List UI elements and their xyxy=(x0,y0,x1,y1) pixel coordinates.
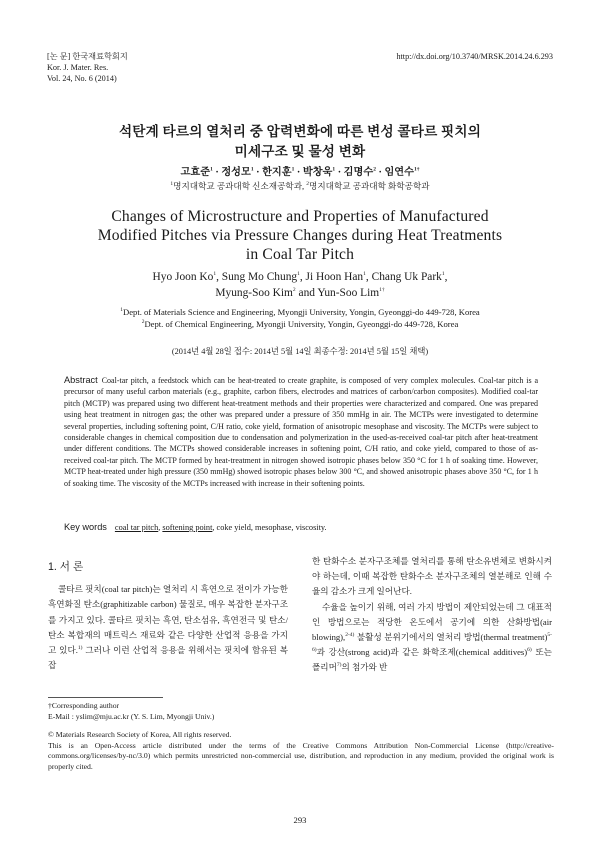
journal-header xyxy=(47,52,128,84)
affil-en-sup2: 2 xyxy=(141,319,145,326)
author-en-2: Sung Mo Chung xyxy=(221,271,298,283)
section-heading-introduction: 1. 서 론 xyxy=(48,561,84,573)
author-separator: · xyxy=(375,167,385,178)
abstract-label: Abstract xyxy=(64,375,98,385)
keywords: Key words coal tar pitch, softening point, coke yield, mesophase, viscosity. xyxy=(64,522,327,532)
abstract xyxy=(64,375,538,489)
affil-en-line2 xyxy=(40,318,560,330)
body-column-left xyxy=(48,560,288,673)
author-en-6-affil: 1† xyxy=(379,287,385,294)
footnote-divider xyxy=(48,697,163,698)
title-english-line2: Modified Pitches via Pressure Changes during Heat Treatments xyxy=(97,227,503,244)
citation-sup: 7) xyxy=(336,662,342,669)
author-separator: · xyxy=(253,167,263,178)
author-ko-1-affil: 1 xyxy=(210,166,213,173)
license-text: This is an Open-Access article distributed under the terms of the Creative Commons Attribution Non-Commercial License (http://creative-commons.org/licenses/by-nc/3.0) which permits unrestricted non-commercial use, distribution, and reproduction in any medium, provided the original work is properly cited. xyxy=(48,740,554,771)
author-ko-6-affil: 1† xyxy=(413,166,420,173)
author-separator: · xyxy=(335,167,344,178)
affil-en-sup1: 1 xyxy=(120,307,123,314)
title-korean-line2: 미세구조 및 물성 변화 xyxy=(234,144,366,159)
author-en-5-affil: 2 xyxy=(292,287,296,294)
author-en-3: Ji Hoon Han xyxy=(305,271,364,283)
intro-paragraph-2 xyxy=(312,600,552,676)
body-column-right xyxy=(312,554,552,676)
author-ko-5: 김명수 xyxy=(343,167,374,178)
intro-text: 콜타르 핏치(coal tar pitch)는 열처리 시 흑연으로 전이가 가능한 흑연화질 탄소(graphitizable carbon) 물질로, 매우 복잡한 분자구조를 가지고 있다. 콜타르 핏치는 흑연, 탄소섬유, 흑연전극 및 탄소/탄소 복합재의 매트릭스 재료와 같은 다양한 산업적 응용을 가지고 있다. xyxy=(48,584,288,656)
intro-p2-b: 불활성 분위기에서의 열처리 방법(thermal treatment) xyxy=(354,632,548,643)
intro-text-tail: 그러나 이런 산업적 응용을 위해서는 핏치에 함유된 복잡 xyxy=(48,645,289,671)
keyword-1: coal tar pitch xyxy=(114,523,159,532)
author-en-5: Myung-Soo Kim xyxy=(215,287,293,299)
author-en-6: Yun-Soo Lim xyxy=(317,287,380,299)
affil-ko-2: 명지대학교 공과대학 화학공학과 xyxy=(309,181,430,191)
intro-paragraph-1 xyxy=(48,582,288,673)
journal-volume: Vol. 24, No. 6 (2014) xyxy=(47,73,117,83)
copyright: © Materials Research Society of Korea, All rights reserved. xyxy=(48,730,232,740)
intro-p2-a: 수율을 높이기 위해, 여러 가지 방법이 제안되었는데 그 대표적인 방법으로는 적당한 온도에서 공기에 의한 산화방법(air blowing), xyxy=(312,601,552,643)
author-ko-5-affil: 2 xyxy=(373,166,376,173)
citation-sup: 2-4) xyxy=(345,632,355,639)
author-ko-4: 박창욱 xyxy=(302,167,333,178)
title-english xyxy=(30,207,570,264)
affil-en-line1 xyxy=(40,306,560,318)
authors-english xyxy=(40,269,560,301)
author-separator: · xyxy=(212,167,222,178)
author-and: and xyxy=(295,287,318,299)
intro-p2-e: 의 첨가와 반 xyxy=(341,662,388,673)
journal-name-en: Kor. J. Mater. Res. xyxy=(47,62,109,72)
author-ko-6: 임연수 xyxy=(384,167,414,178)
page-number: 293 xyxy=(293,815,307,825)
author-separator: · xyxy=(294,167,303,178)
authors-english-line2 xyxy=(40,285,560,301)
author-ko-2-affil: 1 xyxy=(250,166,254,173)
footnote xyxy=(48,701,554,773)
title-korean xyxy=(40,122,560,162)
affil-ko-sup2: 2 xyxy=(306,181,310,188)
keywords-rest: , coke yield, mesophase, viscosity. xyxy=(212,523,327,532)
affil-ko-1: 명지대학교 공과대학 신소재공학과, xyxy=(173,181,307,191)
author-ko-3: 한지훈 xyxy=(262,167,292,178)
author-en-3-affil: 1 xyxy=(363,271,366,278)
author-ko-2: 정성모 xyxy=(221,167,251,178)
doi-link[interactable]: http://dx.doi.org/10.3740/MRSK.2014.24.6.293 xyxy=(396,52,553,61)
title-english-line1: Changes of Microstructure and Properties of Manufactured xyxy=(111,208,489,225)
author-email: E-Mail : yslim@mju.ac.kr (Y. S. Lim, Myongji Univ.) xyxy=(48,711,215,721)
author-ko-1: 고효준 xyxy=(180,167,211,178)
author-ko-4-affil: 1 xyxy=(332,166,336,173)
author-en-2-affil: 1 xyxy=(297,271,300,278)
author-en-4-affil: 1 xyxy=(441,271,445,278)
affil-en-1: Dept. of Materials Science and Engineering, Myongji University, Yongin, Gyeonggi-do 449-728, Korea xyxy=(123,307,480,317)
affil-en-2: Dept. of Chemical Engineering, Myongji University, Yongin, Gyeonggi-do 449-728, Korea xyxy=(144,319,459,329)
corresponding-author: †Corresponding author xyxy=(48,701,120,710)
keyword-2: softening point xyxy=(162,523,213,532)
affiliation-korean xyxy=(40,180,560,192)
author-en-4: Chang Uk Park xyxy=(371,271,442,283)
author-en-1-affil: 1 xyxy=(213,271,217,278)
citation-sup: 5-6) xyxy=(312,632,552,654)
author-en-1: Hyo Joon Ko xyxy=(152,271,214,283)
keywords-label: Key words xyxy=(64,522,107,532)
affiliation-english xyxy=(40,306,560,330)
title-korean-line1: 석탄계 타르의 열처리 중 압력변화에 따른 변성 콜타르 핏치의 xyxy=(118,124,482,139)
intro-p2-c: 과 강산(strong acid)과 같은 화학조제(chemical additives) xyxy=(316,647,528,658)
citation-sup: 6) xyxy=(527,647,532,654)
authors-korean xyxy=(40,163,560,178)
journal-name-ko: [논 문] 한국재료학회지 xyxy=(47,52,128,61)
authors-english-line1: Hyo Joon Ko$^1$, Sung Mo Chung$^1$, Ji Hoon Han$^1$, Chang Uk Park$^1$, xyxy=(152,271,448,283)
submission-dates: (2014년 4월 28일 접수: 2014년 5월 14일 최종수정: 2014년 5월 15일 채택) xyxy=(171,347,429,356)
author-ko-3-affil: 1 xyxy=(291,166,295,173)
intro-p2-d: 또는 폴리머 xyxy=(312,647,552,673)
abstract-text: Coal-tar pitch, a feedstock which can be heat-treated to create graphite, is composed of very complex molecules. Coal-tar pitch is a precursor of many useful carbon materials (e.g., graphite, carbon fibers, electrodes and matrices of carbon/carbon composites). Modified coal-tar pitch (MCTP) was prepared using two different heat-treatment methods and their properties were characterized and compared. One was prepared using heat treatment in nitrogen gas; the other was prepared under a pressure of 350 mmHg in air. The MCTPs were investigated to determine several properties, including softening point, C/H ratio, coke yield, formation of anisotropic mesophase and viscosity. The MCTPs were subject to considerable changes in chemical composition due to condensation and polymerization in the used-as-received coal-tar pitch after heat-treatment under different conditions. The MCTPs showed considerable increases in softening point, C/H ratio, and coke yield, compared to those of as-received coal-tar pitch. The MCTP formed by heat-treatment in nitrogen showed isotropic phases below 350 °C for 1 h of soaking time. However, MCTP heat-treated under high pressure (350 mmHg) showed isotropic phases below 300 °C, and showed anisotropic phases above 350 °C, for 1 h of soaking time. The viscosity of the MCTPs increased with increase in their softening points. xyxy=(64,376,538,488)
citation-sup: 1) xyxy=(77,645,83,652)
affil-ko-sup1: 1 xyxy=(170,181,174,188)
intro-paragraph-continued: 한 탄화수소 분자구조체를 열처리를 통해 탄소유변체로 변화시켜야 하는데, 이때 복잡한 탄화수소 분자구조체의 열분해로 인해 수율의 감소가 크게 일어난다. xyxy=(312,556,552,597)
title-english-line3: in Coal Tar Pitch xyxy=(245,246,355,263)
